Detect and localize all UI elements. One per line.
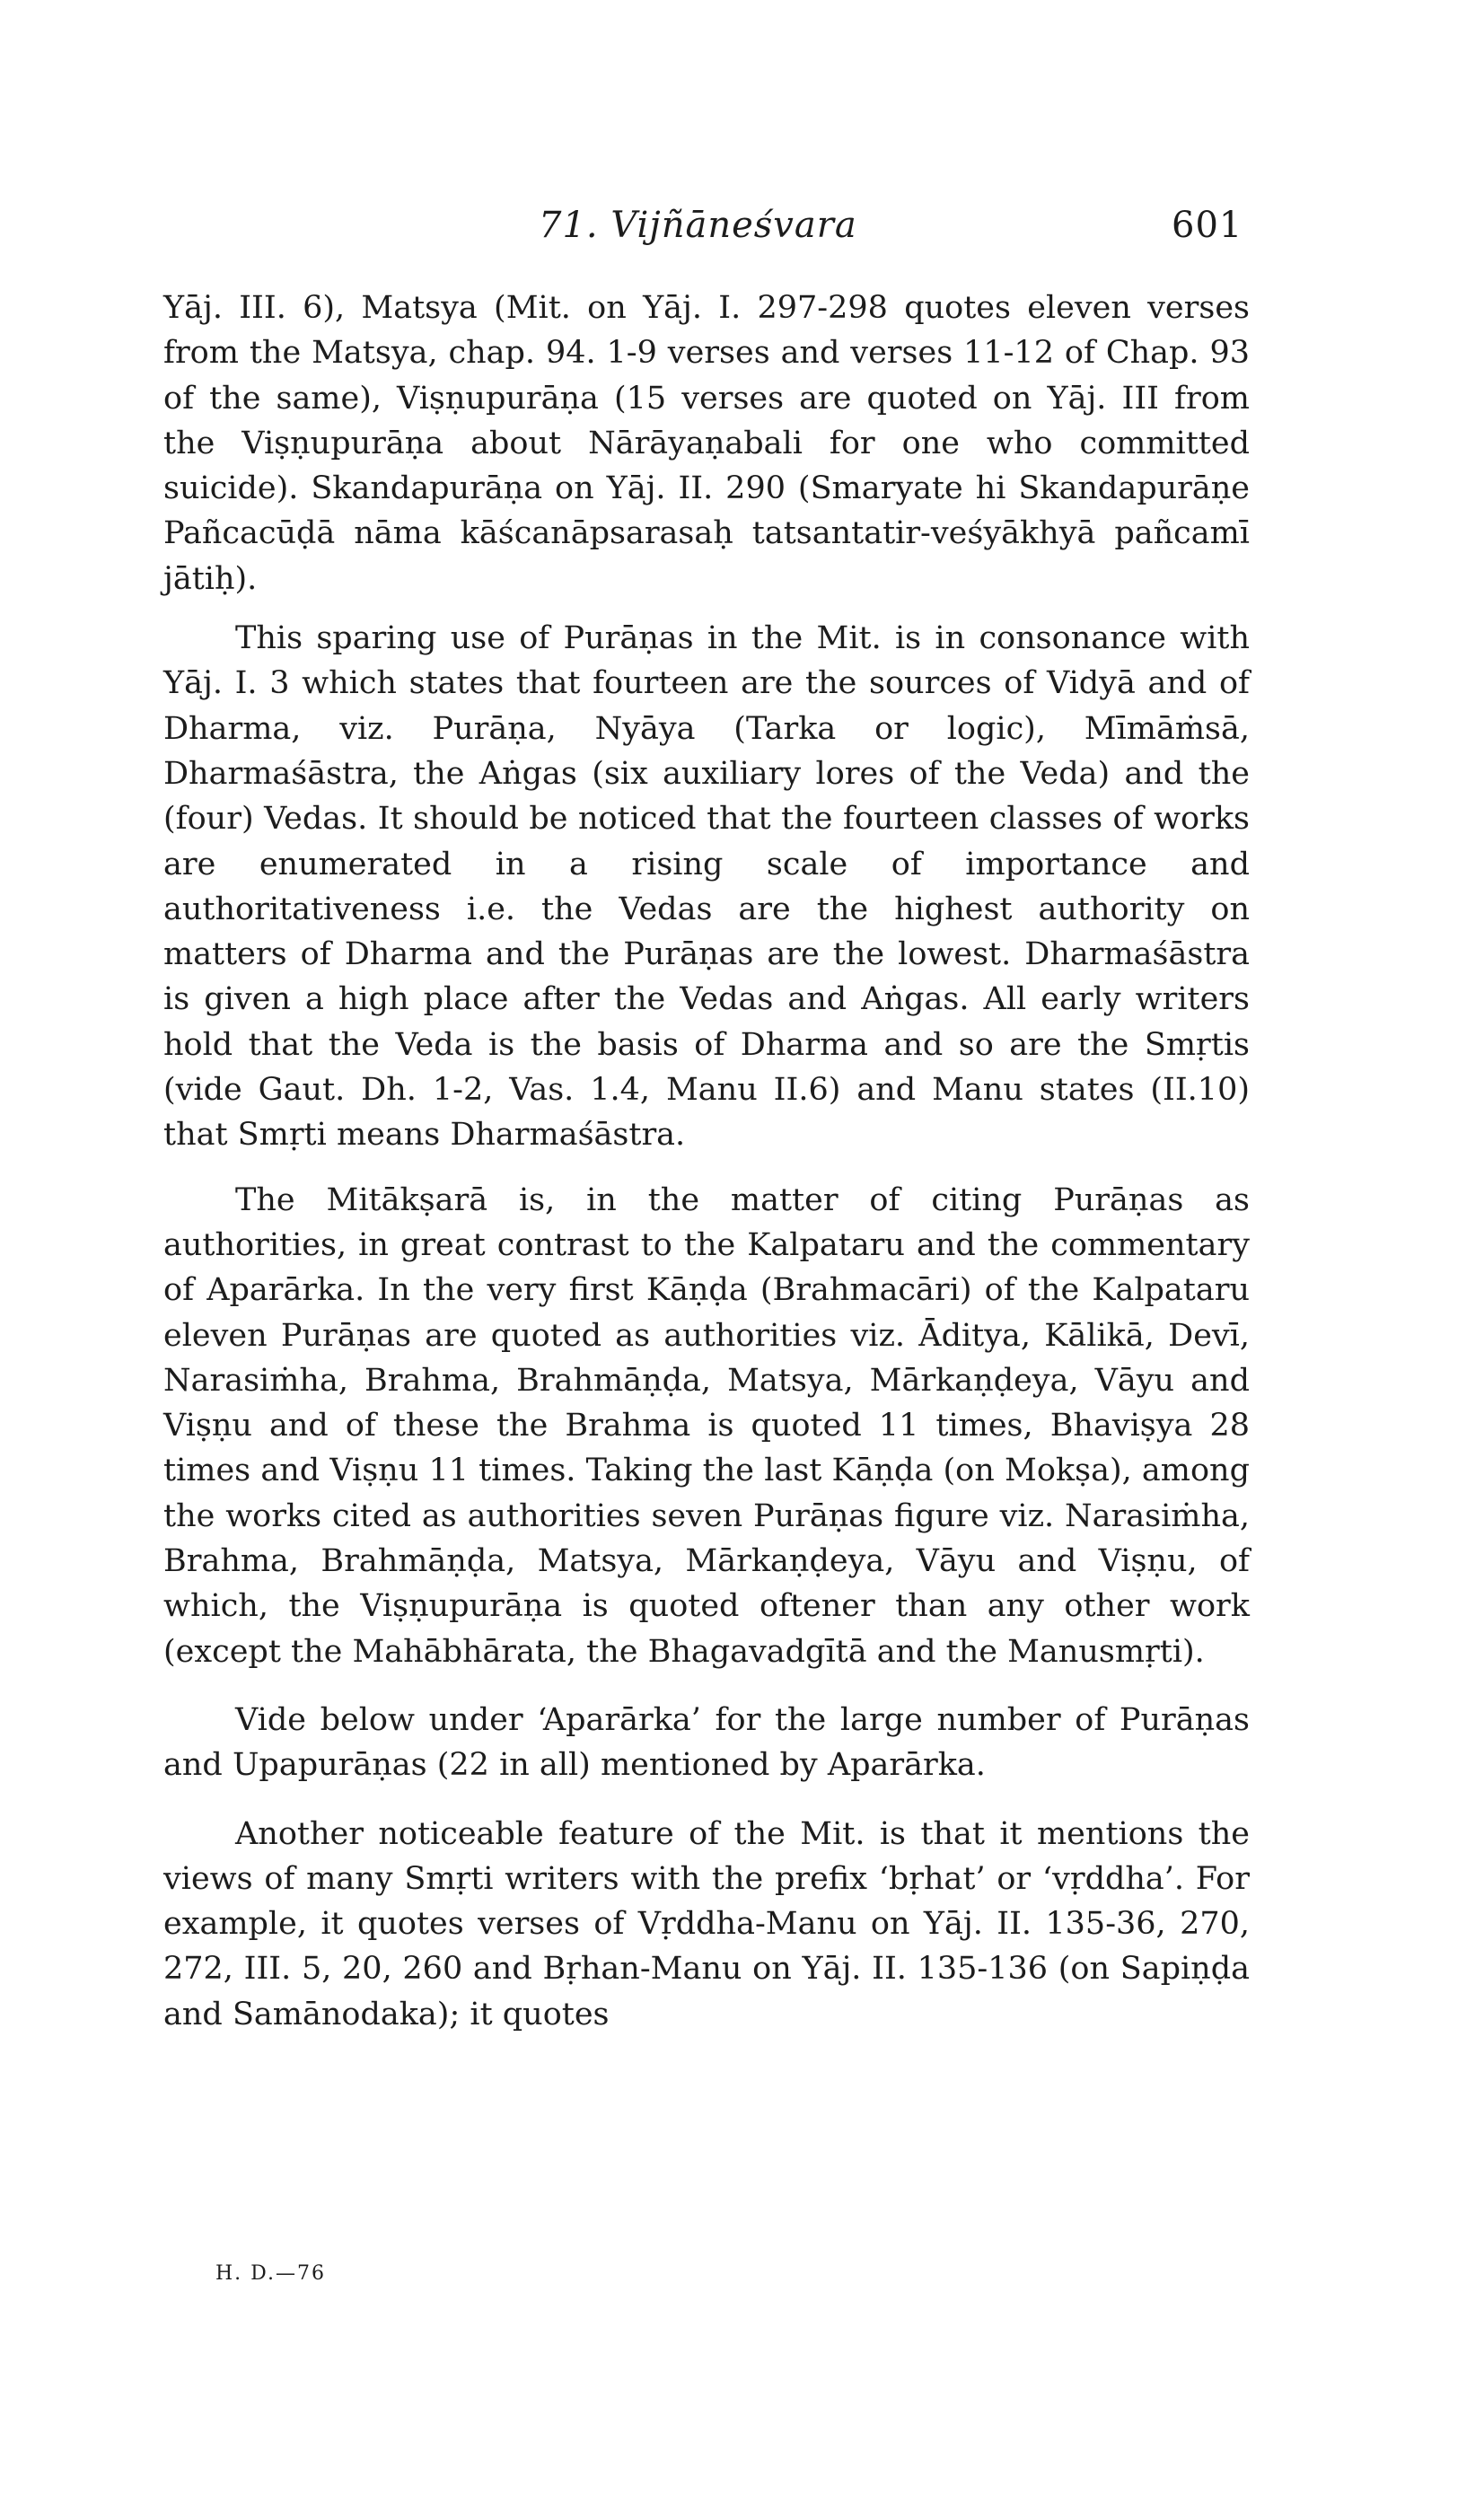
paragraph-sparing-use: This sparing use of Purāṇas in the Mit. is in consonance with Yāj. I. 3 which states that fourteen are the sources of Vidyā and of Dharma, viz. Purāṇa, Nyāya (Tarka or logic), Mīmāṁsā, Dharmaśāstra, the Aṅgas (six auxiliary lores of the Veda) and the (four) Vedas. It should be noticed that the fourteen classes of works are enumerated in a rising scale of importance and authoritativeness i.e. the Vedas are the highest authority on matters of Dharma and the Purāṇas are the lowest. Dharmaśāstra is given a high place after the Vedas and Aṅgas. All early writers hold that the Veda is the basis of Dharma and so are the Smṛtis (vide Gaut. Dh. 1-2, Vas. 1.4, Manu II.6) and Manu states (II.10) that Smṛti means Dharmaśāstra. — [163, 620, 1250, 1154]
body-text — [163, 285, 1250, 2037]
page-number: 601 — [1172, 205, 1243, 246]
running-title: 71. Vijñāneśvara — [539, 205, 857, 246]
running-head — [0, 205, 1484, 259]
signature-mark: H. D.—76 — [215, 2262, 327, 2285]
paragraph-vide-below: Vide below under ‘Aparārka’ for the large number of Purāṇas and Upapurāṇas (22 in all) mentioned by Aparārka. — [163, 1701, 1250, 1784]
paragraph-continuation: Yāj. III. 6), Matsya (Mit. on Yāj. I. 297-298 quotes eleven verses from the Matsya, chap. 94. 1-9 verses and verses 11-12 of Chap. 93 of the same), Viṣṇupurāṇa (15 verses are quoted on Yāj. III from the Viṣṇupurāṇa about Nārāyaṇabali for one who committed suicide). Skandapurāṇa on Yāj. II. 290 (Smaryate hi Skandapurāṇe Pañcacūḍā nāma kāścanāpsarasaḥ tatsantatir-veśyākhyā pañcamī jātiḥ). — [163, 290, 1250, 597]
paragraph-mitaksara-contrast: The Mitākṣarā is, in the matter of citing Purāṇas as authorities, in great contrast to the Kalpataru and the commentary of Aparārka. In the very first Kāṇḍa (Brahmacāri) of the Kalpataru eleven Purāṇas are quoted as authorities viz. Āditya, Kālikā, Devī, Narasiṁha, Brahma, Brahmāṇḍa, Matsya, Mārkaṇḍeya, Vāyu and Viṣṇu and of these the Brahma is quoted 11 times, Bhaviṣya 28 times and Viṣṇu 11 times. Taking the last Kāṇḍa (on Mokṣa), among the works cited as authorities seven Purāṇas figure viz. Narasiṁha, Brahma, Brahmāṇḍa, Matsya, Mārkaṇḍeya, Vāyu and Viṣṇu, of which, the Viṣṇupurāṇa is quoted oftener than any other work (except the Mahābhārata, the Bhagavadgītā and the Manusmṛti). — [163, 1181, 1250, 1670]
paragraph-noticeable-feature: Another noticeable feature of the Mit. is that it mentions the views of many Smṛti writers with the prefix ‘bṛhat’ or ‘vṛddha’. For example, it quotes verses of Vṛddha-Manu on Yāj. II. 135-36, 270, 272, III. 5, 20, 260 and Bṛhan-Manu on Yāj. II. 135-136 (on Sapiṇḍa and Samānodaka); it quotes — [163, 1815, 1250, 2032]
